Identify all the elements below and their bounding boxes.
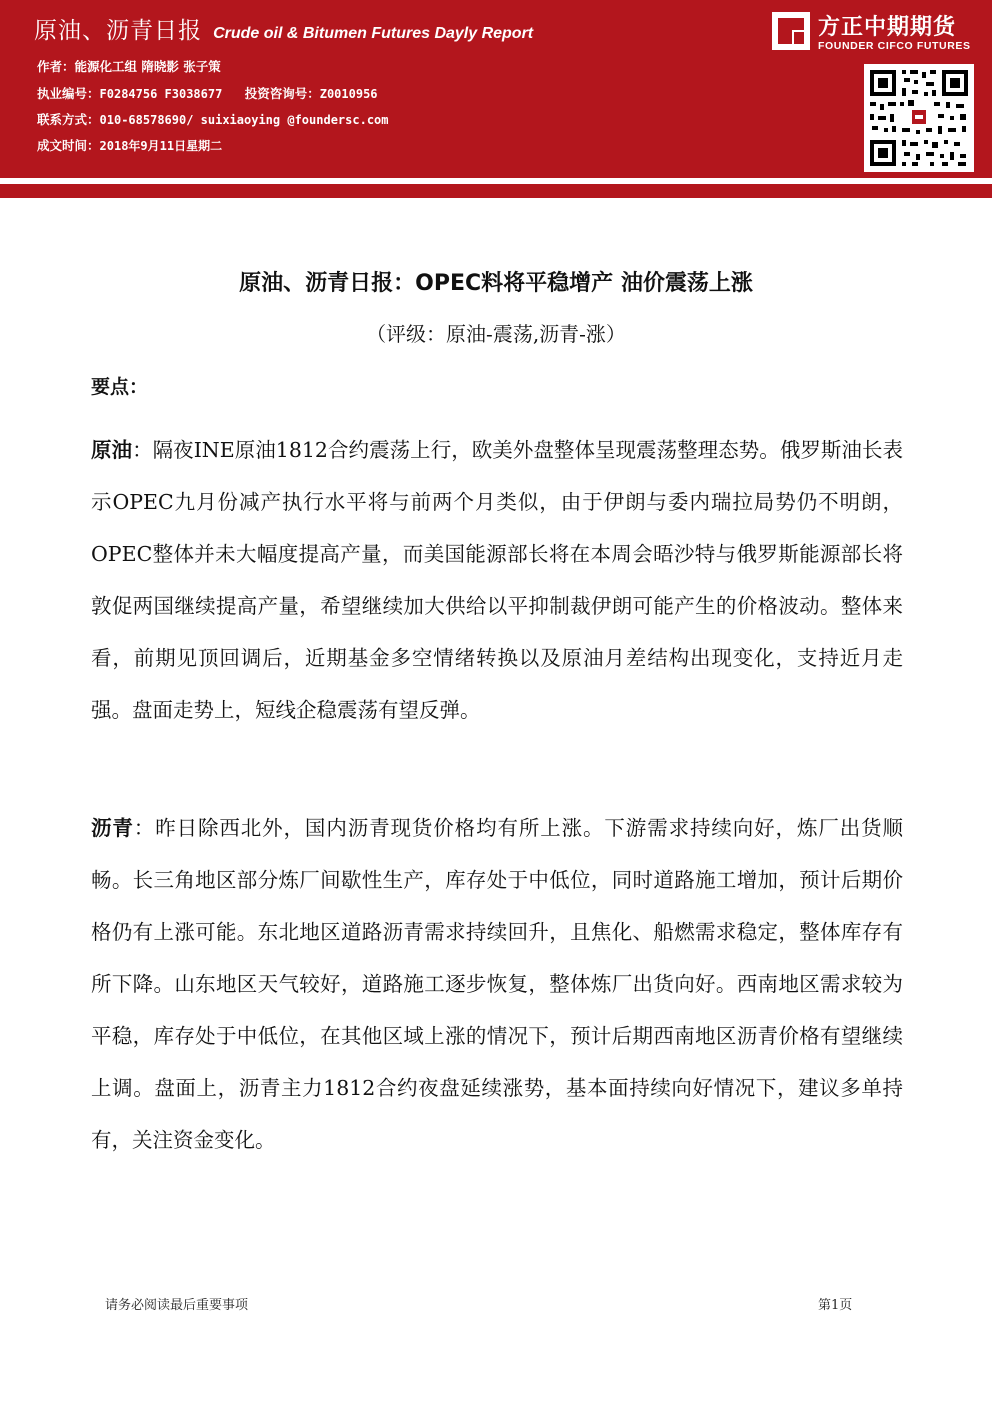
report-series-title-cn: 原油、沥青日报 xyxy=(34,18,202,44)
qr-code xyxy=(864,64,974,172)
license-line xyxy=(37,84,378,102)
company-logo xyxy=(770,10,985,56)
bitumen-text: ：昨日除西北外，国内沥青现货价格均有所上涨。下游需求持续向好，炼厂出货顺畅。长三角地区部分炼厂间歇性生产，库存处于中低位，同时道路施工增加，预计后期价格仍有上涨可能。东北地区道路沥青需求持续回升，且焦化、船燃需求稳定，整体库存有所下降。山东地区天气较好，道路施工逐步恢复，整体炼厂出货向好。西南地区需求较为平稳，库存处于中低位，在其他区域上涨的情况下，预计后期西南地区沥青价格有望继续上调。盘面上，沥青主力1812合约夜盘延续涨势，基本面持续向好情况下，建议多单持有，关注资金变化。 xyxy=(91,816,904,1152)
crude-oil-text: ：隔夜INE原油1812合约震荡上行，欧美外盘整体呈现震荡整理态势。俄罗斯油长表示OPEC九月份减产执行水平将与前两个月类似，由于伊朗与委内瑞拉局势仍不明朗，OPEC整体并未大幅度提高产量，而美国能源部长将在本周会晤沙特与俄罗斯能源部长将敦促两国继续提高产量，希望继续加大供给以平抑制裁伊朗可能产生的价格波动。整体来看，前期见顶回调后，近期基金多空情绪转换以及原油月差结构出现变化，支持近月走强。盘面走势上，短线企稳震荡有望反弹。 xyxy=(91,438,904,722)
license-value: F0284756 F3038677 xyxy=(99,87,223,101)
authors-label: 作者： xyxy=(37,59,75,74)
report-series-title xyxy=(34,12,533,45)
contact-label: 联系方式： xyxy=(37,112,100,127)
key-points-heading: 要点： xyxy=(91,376,149,398)
date-label: 成文时间： xyxy=(37,138,100,153)
crude-oil-label: 原油 xyxy=(91,438,133,462)
crude-oil-paragraph xyxy=(91,424,903,736)
header-banner xyxy=(0,0,992,178)
disclaimer-note: 请务必阅读最后重要事项 xyxy=(105,1298,249,1313)
bitumen-paragraph xyxy=(91,802,903,1166)
qr-code-icon xyxy=(864,64,974,172)
founder-logo-icon xyxy=(770,10,812,52)
report-rating: （评级：原油-震荡,沥青-涨） xyxy=(366,322,626,346)
logo-text-cn: 方正中期期货 xyxy=(818,15,957,40)
consult-value: Z0010956 xyxy=(319,87,378,101)
contact-value: 010-68578690/ suixiaoying @foundersc.com xyxy=(99,113,389,127)
logo-text-en: FOUNDER CIFCO FUTURES xyxy=(818,40,971,52)
header-divider-red xyxy=(0,184,992,198)
authors-value: 能源化工组 隋晓影 张子策 xyxy=(74,59,221,74)
contact-line xyxy=(37,110,389,128)
page-number: 第1页 xyxy=(818,1298,853,1313)
bitumen-label: 沥青 xyxy=(91,816,134,840)
report-series-title-en: Crude oil & Bitumen Futures Dayly Report xyxy=(213,25,534,42)
consult-label: 投资咨询号： xyxy=(244,86,320,101)
report-title: 原油、沥青日报：OPEC料将平稳增产 油价震荡上涨 xyxy=(239,271,753,296)
date-value: 2018年9月11日星期二 xyxy=(99,139,223,153)
license-label: 执业编号： xyxy=(37,86,100,101)
date-line xyxy=(37,136,222,154)
authors-line xyxy=(37,57,221,75)
